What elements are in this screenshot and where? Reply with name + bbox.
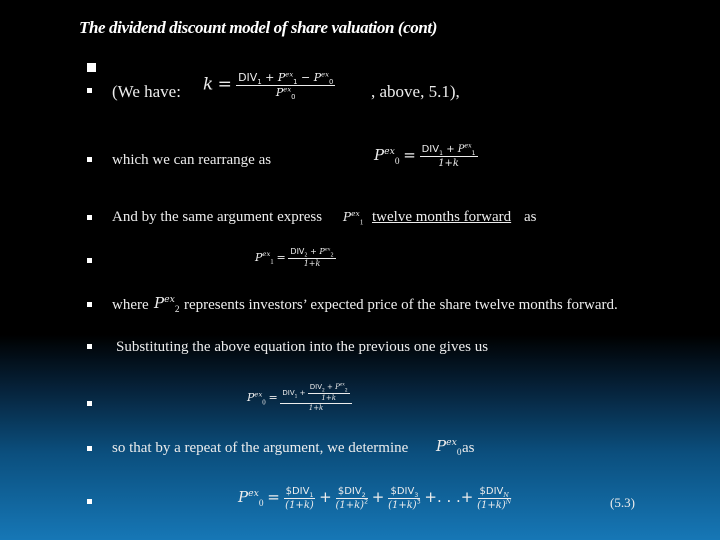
bullet-icon [87,446,92,451]
bullet-icon [87,499,92,504]
symbol-p2: $P^{ex}_2$ [154,294,180,315]
line-rearrange: which we can rearrange as [112,152,272,168]
line-same-argument-prefix: And by the same argument express [112,209,323,225]
equation-label: (5.3) [610,495,635,510]
bullet-icon [87,88,92,93]
bullet-icon [87,344,92,349]
slide-title: The dividend discount model of share valuation (cont) [79,18,437,37]
bullet-icon [87,302,92,307]
line-we-have-suffix: , above, 5.1), [371,82,460,101]
line-substituting: Substituting the above equation into the previous one gives us [116,339,489,355]
equation-k: k = $\frac{DIV_1 + P^{ex}_1 - P^{ex}_0}{P^{ex}_0}$ [203,70,334,102]
symbol-p0: $P^{ex}_0$ [436,437,462,458]
bullet-icon [87,258,92,263]
line-we-have-prefix: (We have: [112,82,181,101]
bullet-icon [87,401,92,406]
bullet-icon [87,215,92,220]
equation-p1: $P^{ex}_1$ = $\frac{DIV_2 + P^{ex}_2}{1+k}$ [255,246,334,268]
symbol-p1: $P^{ex}_1$ [343,209,364,227]
line-repeat-suffix: as [462,440,475,456]
line-twelve-months: twelve months forward [372,209,512,225]
equation-p0-nested: $P^{ex}_0$ = $DIV_1$ + $\frac{DIV_2 + P^{ex}_2}{1+k}$ 1+k [247,384,352,413]
equation-p0: $P^{ex}_0$ = $\frac{DIV_1 + P^{ex}_1}{1+k}$ [374,142,476,169]
bullet-icon [87,157,92,162]
equation-5-3: $P^{ex}_0$ = $\frac{\$DIV_1}{(1+k)}$ + $\frac{\$DIV_2}{(1+k)^2}$ + $\frac{\$DIV_3}{(1+k)^3}$ +. . .+ $\frac{\$DIV_N}{(1+k)^N}$ [238,486,512,511]
line-same-argument-suffix: as [524,209,537,225]
line-repeat-prefix: so that by a repeat of the argument, we determine [112,440,409,456]
line-where-suffix: represents investors’ expected price of the share twelve months forward. [184,297,618,313]
line-where-prefix: where [112,297,149,313]
bullet-square-icon [87,63,96,72]
